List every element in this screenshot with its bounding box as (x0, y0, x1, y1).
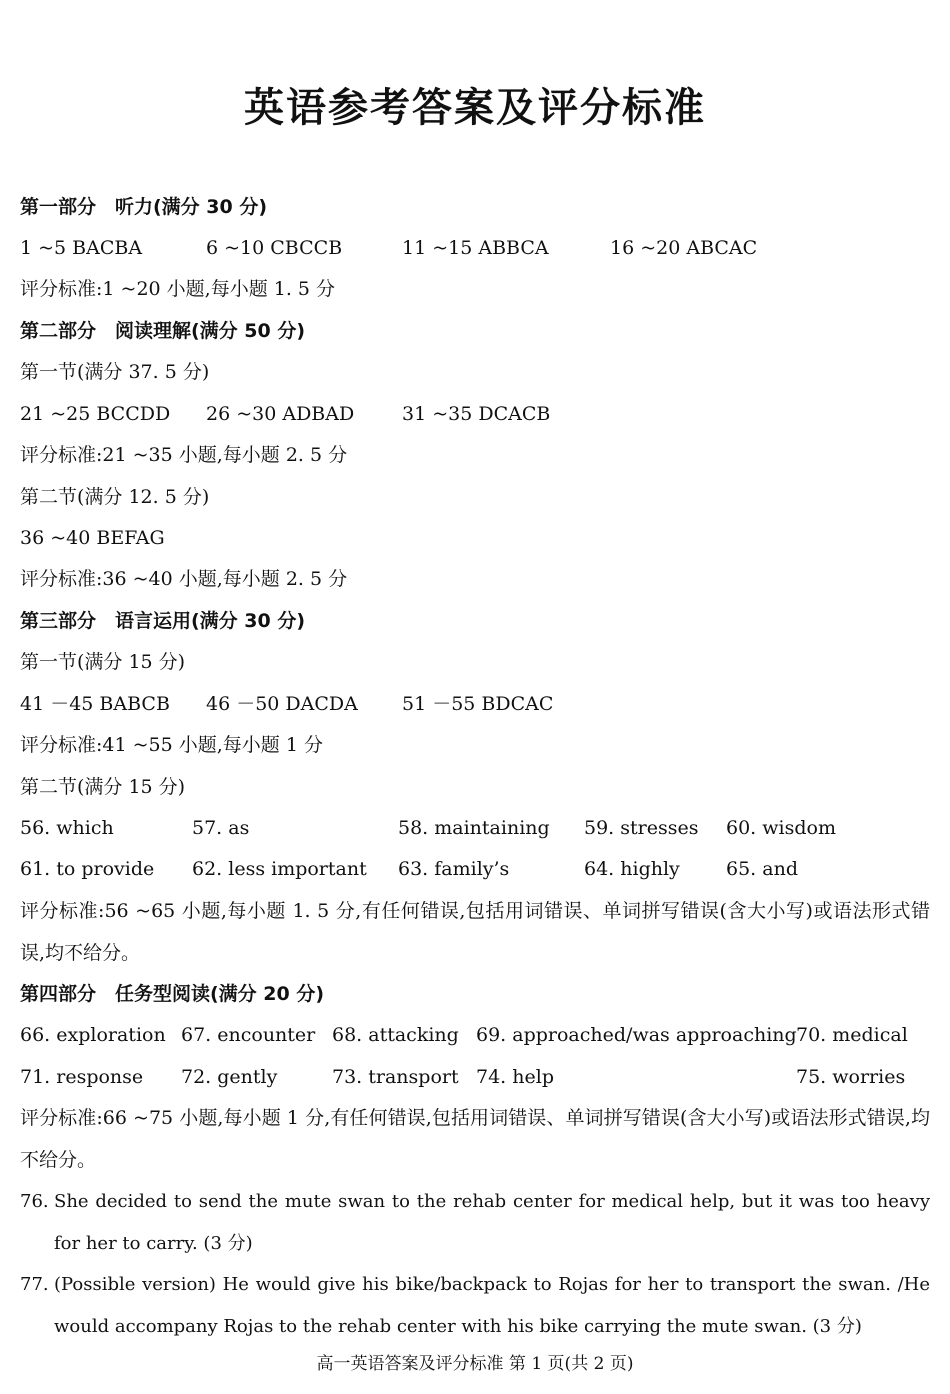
part2-heading: 第二部分 阅读理解(满分 50 分) (20, 320, 306, 342)
answer-group: 51 －55 BDCAC (402, 693, 554, 715)
answer-item: 56. which (20, 817, 114, 839)
answer-group: 6 ~10 CBCCB (206, 237, 343, 259)
part4-heading: 第四部分 任务型阅读(满分 20 分) (20, 983, 325, 1005)
answer-item: 71. response (20, 1066, 144, 1088)
page-footer: 高一英语答案及评分标准 第 1 页(共 2 页) (316, 1354, 634, 1374)
answer-item: 64. highly (584, 858, 680, 880)
answer-item: 65. and (726, 858, 798, 880)
answer-item: 63. family’s (398, 858, 510, 880)
answer-item: 69. approached/was approaching (476, 1024, 797, 1046)
answer-item: 70. medical (796, 1024, 908, 1046)
answer-group: 31 ~35 DCACB (402, 403, 551, 425)
question-77 (20, 1264, 930, 1347)
answer-item: 58. maintaining (398, 817, 550, 839)
answer-group: 11 ~15 ABBCA (402, 237, 549, 259)
question-77-answer: (Possible version) He would give his bike/backpack to Rojas for her to transport the swan. /He would accompany Rojas to the rehab center with his bike carrying the mute swan. (3 分) (54, 1274, 930, 1337)
part3-section2-heading: 第二节(满分 15 分) (20, 776, 186, 798)
answer-group: 21 ~25 BCCDD (20, 403, 171, 425)
question-76 (20, 1181, 930, 1264)
answer-group: 16 ~20 ABCAC (610, 237, 758, 259)
answer-group: 1 ~5 BACBA (20, 237, 143, 259)
part4-scoring: 评分标准:66 ~75 小题,每小题 1 分,有任何错误,包括用词错误、单词拼写错误(含大小写)或语法形式错误,均不给分。 (20, 1107, 930, 1171)
part3-heading: 第三部分 语言运用(满分 30 分) (20, 610, 306, 632)
question-76-answer: She decided to send the mute swan to the rehab center for medical help, but it was too heavy for her to carry. (3 分) (54, 1191, 930, 1254)
question-77-number: 77. (20, 1274, 49, 1295)
answer-group: 46 －50 DACDA (206, 693, 358, 715)
answer-item: 66. exploration (20, 1024, 166, 1046)
part2-section1-scoring: 评分标准:21 ~35 小题,每小题 2. 5 分 (20, 444, 348, 466)
answer-item: 60. wisdom (726, 817, 836, 839)
question-76-number: 76. (20, 1191, 49, 1212)
page-title: 英语参考答案及评分标准 (244, 85, 706, 131)
answer-item: 75. worries (796, 1066, 906, 1088)
part2-section2-scoring: 评分标准:36 ~40 小题,每小题 2. 5 分 (20, 568, 348, 590)
answer-item: 72. gently (181, 1066, 278, 1088)
answer-group: 36 ~40 BEFAG (20, 527, 165, 549)
part3-section1-scoring: 评分标准:41 ~55 小题,每小题 1 分 (20, 734, 323, 756)
answer-item: 67. encounter (181, 1024, 316, 1046)
part3-section2-scoring: 评分标准:56 ~65 小题,每小题 1. 5 分,有任何错误,包括用词错误、单词拼写错误(含大小写)或语法形式错误,均不给分。 (20, 900, 930, 964)
answer-group: 41 －45 BABCB (20, 693, 170, 715)
answer-item: 74. help (476, 1066, 554, 1088)
answer-item: 62. less important (192, 858, 367, 880)
part1-scoring: 评分标准:1 ~20 小题,每小题 1. 5 分 (20, 278, 336, 300)
answer-item: 59. stresses (584, 817, 699, 839)
part3-section1-heading: 第一节(满分 15 分) (20, 651, 186, 673)
part2-section1-heading: 第一节(满分 37. 5 分) (20, 361, 210, 383)
answer-item: 61. to provide (20, 858, 155, 880)
answer-item: 57. as (192, 817, 250, 839)
answer-item: 73. transport (332, 1066, 459, 1088)
part1-heading: 第一部分 听力(满分 30 分) (20, 196, 268, 218)
part2-section2-heading: 第二节(满分 12. 5 分) (20, 486, 210, 508)
answer-item: 68. attacking (332, 1024, 459, 1046)
answer-group: 26 ~30 ADBAD (206, 403, 355, 425)
